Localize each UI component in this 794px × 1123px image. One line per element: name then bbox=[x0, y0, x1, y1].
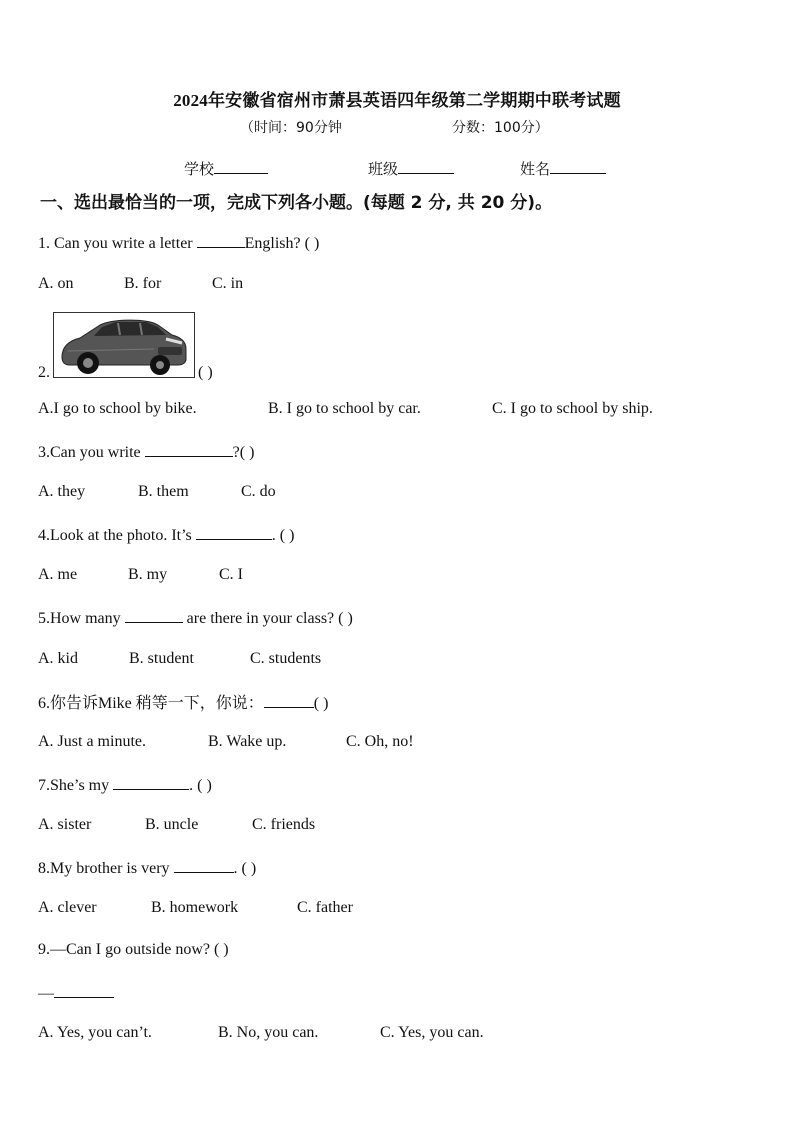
question-text-end: English? ( ) bbox=[244, 235, 320, 252]
question-9: 9.—Can I go outside now? ( ) bbox=[38, 941, 229, 958]
question-5 bbox=[38, 608, 353, 628]
school-label: 学校 bbox=[184, 160, 215, 178]
question-text-end: . ( ) bbox=[233, 860, 257, 877]
option-a[interactable]: A. they bbox=[38, 483, 86, 500]
total-score: 分数：100分） bbox=[452, 120, 549, 136]
option-b[interactable]: B. homework bbox=[151, 899, 239, 916]
school-blank[interactable] bbox=[214, 159, 268, 174]
answer-blank[interactable] bbox=[174, 858, 234, 873]
question-text: 1. Can you write a letter bbox=[38, 235, 197, 252]
class-field bbox=[368, 158, 454, 179]
page-title: 2024年安徽省宿州市萧县英语四年级第二学期期中联考试题 bbox=[173, 91, 621, 110]
answer-blank[interactable] bbox=[113, 775, 189, 790]
option-c[interactable]: C. father bbox=[297, 899, 353, 916]
name-field bbox=[520, 158, 606, 179]
option-b[interactable]: B. uncle bbox=[145, 816, 199, 833]
option-c[interactable]: C. do bbox=[241, 483, 276, 500]
class-blank[interactable] bbox=[398, 159, 454, 174]
question-text-end: are there in your class? ( ) bbox=[182, 610, 353, 627]
question-text-end: ( ) bbox=[313, 695, 329, 712]
question-6 bbox=[38, 690, 328, 713]
question-text: 6.你告诉Mike 稍等一下，你说： bbox=[38, 695, 264, 712]
option-b[interactable]: B. Wake up. bbox=[208, 733, 287, 750]
name-label: 姓名 bbox=[520, 160, 551, 178]
answer-blank[interactable] bbox=[125, 608, 183, 623]
option-c[interactable]: C. Yes, you can. bbox=[380, 1024, 484, 1041]
option-a[interactable]: A.I go to school by bike. bbox=[38, 400, 197, 417]
question-text: 7.She’s my bbox=[38, 777, 114, 794]
reply-line bbox=[38, 983, 114, 1003]
question-7 bbox=[38, 775, 212, 795]
question-text: 4.Look at the photo. It’s bbox=[38, 527, 196, 544]
dash: — bbox=[38, 985, 54, 1002]
option-a[interactable]: A. clever bbox=[38, 899, 97, 916]
question-text-end: . ( ) bbox=[271, 527, 295, 544]
option-a[interactable]: A. sister bbox=[38, 816, 92, 833]
question-2-number: 2. bbox=[38, 364, 50, 381]
option-b[interactable]: B. No, you can. bbox=[218, 1024, 319, 1041]
option-a[interactable]: A. Just a minute. bbox=[38, 733, 146, 750]
option-a[interactable]: A. kid bbox=[38, 650, 78, 667]
option-b[interactable]: B. for bbox=[124, 275, 162, 292]
question-text: 5.How many bbox=[38, 610, 125, 627]
option-b[interactable]: B. student bbox=[129, 650, 194, 667]
class-label: 班级 bbox=[368, 160, 399, 178]
option-c[interactable]: C. I go to school by ship. bbox=[492, 400, 653, 417]
option-b[interactable]: B. them bbox=[138, 483, 189, 500]
question-4 bbox=[38, 525, 294, 545]
answer-blank[interactable] bbox=[145, 442, 233, 457]
answer-blank[interactable] bbox=[264, 693, 314, 708]
section-heading: 一、选出最恰当的一项，完成下列各小题。(每题 2 分, 共 20 分)。 bbox=[40, 193, 553, 213]
question-text-end: ?( ) bbox=[232, 444, 255, 461]
question-1 bbox=[38, 233, 319, 253]
school-field bbox=[184, 158, 268, 179]
option-a[interactable]: A. on bbox=[38, 275, 74, 292]
question-text: 8.My brother is very bbox=[38, 860, 174, 877]
option-a[interactable]: A. me bbox=[38, 566, 78, 583]
answer-blank[interactable] bbox=[197, 233, 245, 248]
answer-blank[interactable] bbox=[54, 983, 114, 998]
option-c[interactable]: C. friends bbox=[252, 816, 316, 833]
option-c[interactable]: C. I bbox=[219, 566, 243, 583]
name-blank[interactable] bbox=[550, 159, 606, 174]
question-8 bbox=[38, 858, 256, 878]
time-limit: （时间：90分钟 bbox=[240, 120, 342, 136]
question-3 bbox=[38, 442, 254, 462]
question-2-paren: ( ) bbox=[198, 364, 213, 381]
option-a[interactable]: A. Yes, you can’t. bbox=[38, 1024, 152, 1041]
question-text-end: . ( ) bbox=[189, 777, 212, 794]
option-b[interactable]: B. I go to school by car. bbox=[268, 400, 421, 417]
option-c[interactable]: C. students bbox=[250, 650, 322, 667]
car-icon bbox=[54, 313, 194, 377]
answer-blank[interactable] bbox=[196, 525, 272, 540]
car-picture bbox=[53, 312, 195, 378]
option-c[interactable]: C. Oh, no! bbox=[346, 733, 414, 750]
option-c[interactable]: C. in bbox=[212, 275, 244, 292]
question-text: 3.Can you write bbox=[38, 444, 145, 461]
option-b[interactable]: B. my bbox=[128, 566, 168, 583]
